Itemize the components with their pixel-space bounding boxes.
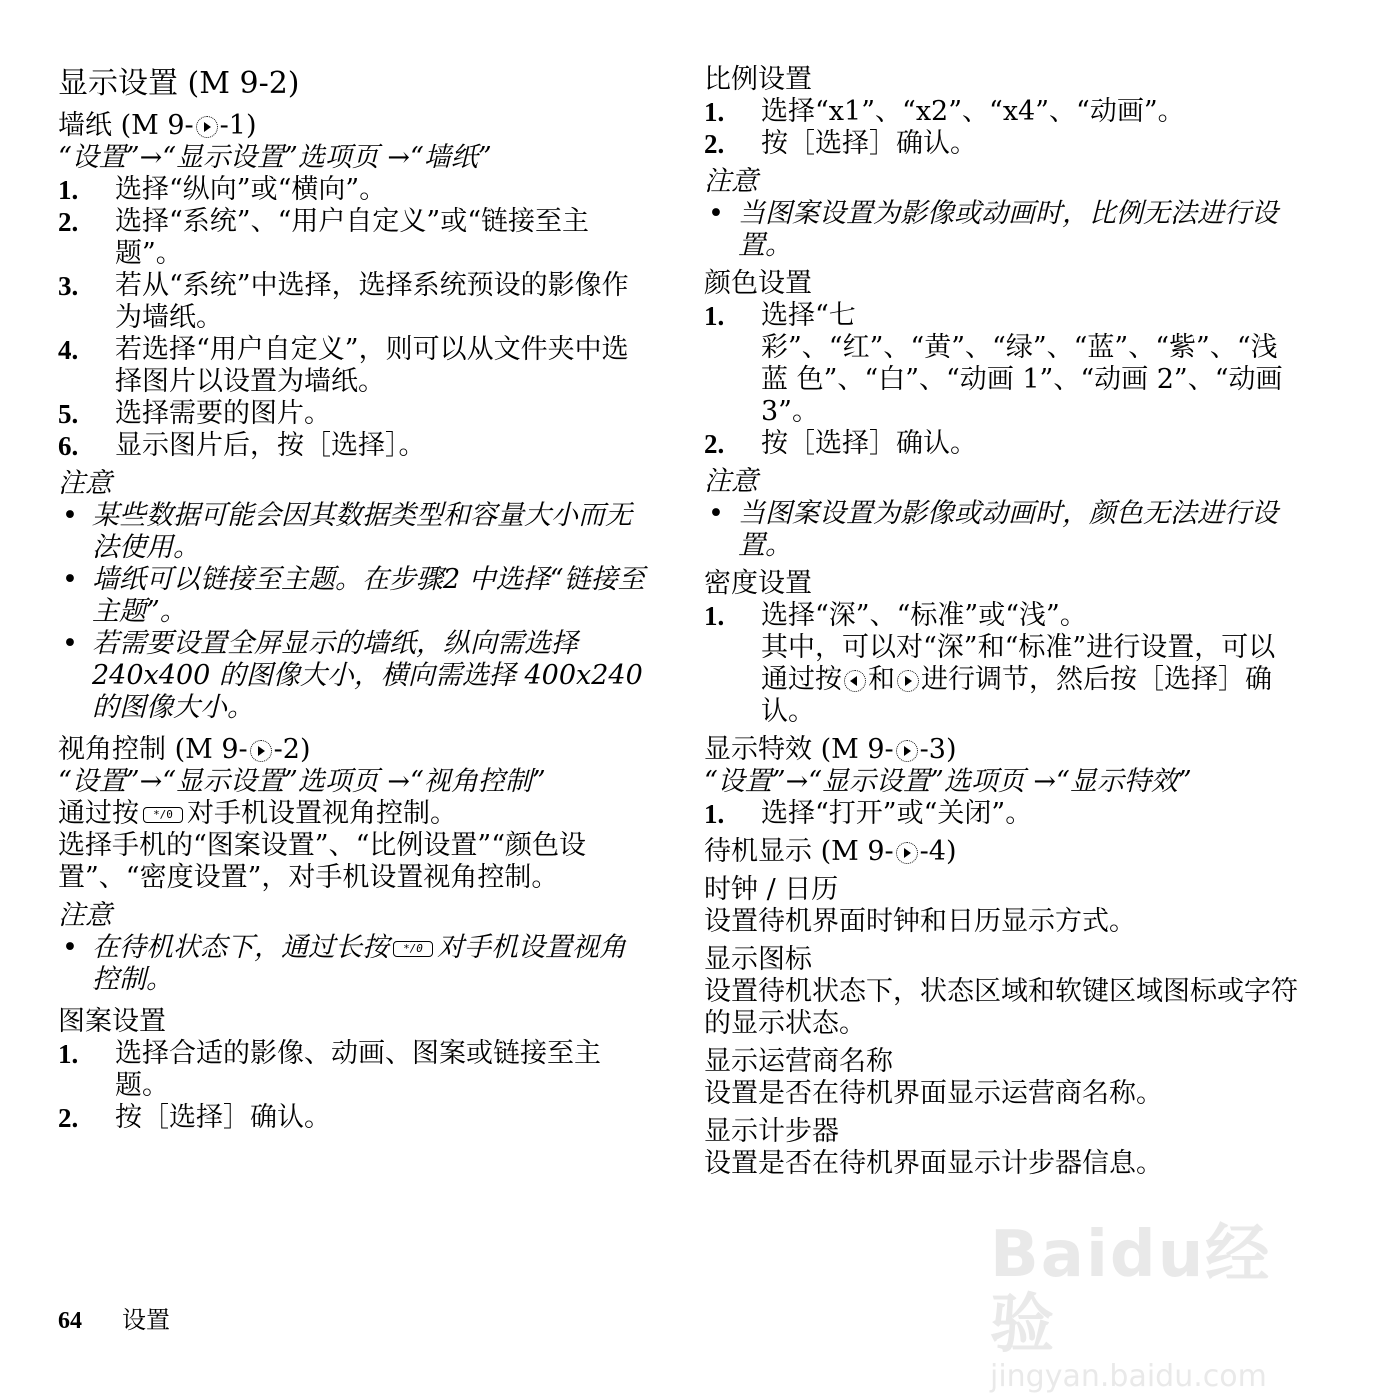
- pedometer-text: 设置是否在待机界面显示计步器信息。: [704, 1148, 1163, 1179]
- step-text: 选择需要的图片。: [115, 398, 331, 429]
- note-heading: 注意: [58, 468, 112, 499]
- right-column: [704, 64, 1299, 1180]
- list-item: [704, 428, 1299, 460]
- pedometer-heading: 显示计步器: [704, 1116, 839, 1147]
- icons-heading: 显示图标: [704, 944, 812, 975]
- list-item: [58, 206, 648, 270]
- note-item: [58, 564, 648, 628]
- step-text: 按［选择］确认。: [761, 428, 977, 459]
- note-heading: 注意: [704, 466, 758, 497]
- step-number: 5.: [58, 399, 79, 429]
- wallpaper-heading-suffix: -1): [219, 110, 257, 141]
- note-text: 对手机设置视角控制。: [92, 932, 626, 995]
- step-text: 按［选择］确认。: [115, 1102, 331, 1133]
- view-path: “设置”→“显示设置”选项页 →“视角控制”: [58, 766, 546, 797]
- wallpaper-heading-text: 墙纸 (M 9-: [58, 110, 194, 141]
- step-number: 3.: [58, 271, 79, 301]
- list-item: [704, 128, 1299, 160]
- step-number: 1.: [704, 601, 725, 631]
- standby-heading: [704, 836, 1299, 868]
- page-number: 64: [58, 1308, 82, 1334]
- view-heading-text: 视角控制 (M 9-: [58, 734, 248, 765]
- step-text: 选择“系统”、“用户自定义”或“链接至主题”。: [115, 206, 590, 269]
- effect-path: “设置”→“显示设置”选项页 →“显示特效”: [704, 766, 1192, 797]
- footer-section: 设置: [122, 1306, 170, 1334]
- note-heading: 注意: [704, 166, 758, 197]
- standby-heading-text: 待机显示 (M 9-: [704, 836, 894, 867]
- page-footer: [58, 1304, 170, 1337]
- list-item: [58, 430, 648, 462]
- bullet: •: [708, 198, 724, 229]
- operator-text: 设置是否在待机界面显示运营商名称。: [704, 1078, 1163, 1109]
- step-text: 若从“系统”中选择，选择系统预设的影像作为墙纸。: [115, 270, 629, 333]
- bullet: •: [62, 564, 78, 595]
- note-text: 墙纸可以链接至主题。在步骤2 中选择“链接至主题”。: [92, 564, 645, 627]
- effect-heading-suffix: -3): [919, 734, 957, 765]
- view-paragraph-1: [58, 798, 648, 830]
- pattern-heading: 图案设置: [58, 1006, 166, 1037]
- step-number: 1.: [704, 301, 725, 331]
- section-title: 显示设置 (M 9-2): [58, 66, 300, 101]
- step-number: 2.: [704, 129, 725, 159]
- step-number: 2.: [704, 429, 725, 459]
- step-text: 选择“深”、“标准”或“浅”。: [761, 600, 1087, 631]
- watermark-brand: Baidu经验: [990, 1218, 1272, 1362]
- watermark-logo: [990, 1218, 1310, 1394]
- step-text: 选择“x1”、“x2”、“x4”、“动画”。: [761, 96, 1185, 127]
- step-number: 1.: [58, 1039, 79, 1069]
- standby-heading-suffix: -4): [919, 836, 957, 867]
- note-text: 在待机状态下，通过长按: [92, 932, 389, 963]
- icons-text: 设置待机状态下，状态区域和软键区域图标或字符的显示状态。: [704, 976, 1298, 1039]
- note-heading: 注意: [58, 900, 112, 931]
- density-heading: 密度设置: [704, 568, 812, 599]
- wallpaper-steps: [58, 174, 648, 462]
- step-text: 按［选择］确认。: [761, 128, 977, 159]
- clock-heading: 时钟 / 日历: [704, 874, 839, 905]
- nav-right-icon: [196, 116, 218, 138]
- list-item: [58, 174, 648, 206]
- list-item: [704, 798, 1299, 830]
- nav-left-icon: [844, 670, 866, 692]
- bullet: •: [62, 628, 78, 659]
- note-item: [58, 628, 648, 724]
- step-number: 2.: [58, 207, 79, 237]
- nav-right-icon: [896, 842, 918, 864]
- nav-right-icon: [896, 740, 918, 762]
- step-text: 和: [868, 664, 895, 695]
- wallpaper-path: “设置”→“显示设置”选项页 →“墙纸”: [58, 142, 492, 173]
- step-text: 显示图片后，按［选择］。: [115, 430, 426, 461]
- step-text: 若选择“用户自定义”，则可以从文件夹中选择图片以设置为墙纸。: [115, 334, 629, 397]
- clock-text: 设置待机界面时钟和日历显示方式。: [704, 906, 1136, 937]
- note-text: 当图案设置为影像或动画时，比例无法进行设置。: [738, 198, 1278, 261]
- wallpaper-heading: [58, 110, 648, 142]
- note-item: [704, 198, 1299, 262]
- step-text: 选择“七彩”、“红”、“黄”、“绿”、“蓝”、“紫”、“浅 蓝 色”、“白”、“动画 1”、“动画 2”、“动画 3”。: [761, 300, 1283, 427]
- list-item: [58, 1038, 648, 1102]
- step-text: 选择“纵向”或“横向”。: [115, 174, 387, 205]
- view-text: 通过按: [58, 798, 139, 829]
- star-key-icon: */0: [393, 941, 433, 957]
- list-item: [58, 334, 648, 398]
- view-heading: [58, 734, 648, 766]
- list-item: [58, 1102, 648, 1134]
- step-number: 2.: [58, 1103, 79, 1133]
- step-text: 其中，可以对“深”和“标准”进行设置，可以通过按: [761, 632, 1276, 695]
- view-heading-suffix: -2): [273, 734, 311, 765]
- note-item: [58, 500, 648, 564]
- density-detail: [761, 632, 1299, 728]
- view-paragraph-2: 选择手机的“图案设置”、“比例设置”“颜色设置”、“密度设置”，对手机设置视角控制。: [58, 830, 587, 893]
- bullet: •: [62, 500, 78, 531]
- step-number: 1.: [704, 799, 725, 829]
- list-item: [704, 300, 1299, 428]
- left-column: [58, 64, 648, 1134]
- list-item: [704, 96, 1299, 128]
- step-number: 1.: [704, 97, 725, 127]
- bullet: •: [708, 498, 724, 529]
- view-text: 对手机设置视角控制。: [187, 798, 457, 829]
- note-text: 若需要设置全屏显示的墙纸，纵向需选择240x400 的图像大小，横向需选择 400x240 的图像大小。: [92, 628, 643, 723]
- note-text: 某些数据可能会因其数据类型和容量大小而无法使用。: [92, 500, 632, 563]
- note-item: [58, 932, 648, 996]
- effect-heading-text: 显示特效 (M 9-: [704, 734, 894, 765]
- note-item: [704, 498, 1299, 562]
- step-number: 4.: [58, 335, 79, 365]
- scale-heading: 比例设置: [704, 64, 812, 95]
- list-item: [704, 600, 1299, 728]
- list-item: [58, 270, 648, 334]
- step-text: 进行调节，然后按［选择］确认。: [761, 664, 1272, 727]
- watermark-url: jingyan.baidu.com: [990, 1359, 1267, 1394]
- nav-right-icon: [897, 670, 919, 692]
- nav-right-icon: [250, 740, 272, 762]
- step-number: 1.: [58, 175, 79, 205]
- step-number: 6.: [58, 431, 79, 461]
- list-item: [58, 398, 648, 430]
- operator-heading: 显示运营商名称: [704, 1046, 893, 1077]
- bullet: •: [62, 932, 78, 963]
- color-heading: 颜色设置: [704, 268, 812, 299]
- step-text: 选择“打开”或“关闭”。: [761, 798, 1033, 829]
- effect-heading: [704, 734, 1299, 766]
- note-text: 当图案设置为影像或动画时，颜色无法进行设置。: [738, 498, 1278, 561]
- star-key-icon: */0: [143, 807, 183, 823]
- step-text: 选择合适的影像、动画、图案或链接至主题。: [115, 1038, 601, 1101]
